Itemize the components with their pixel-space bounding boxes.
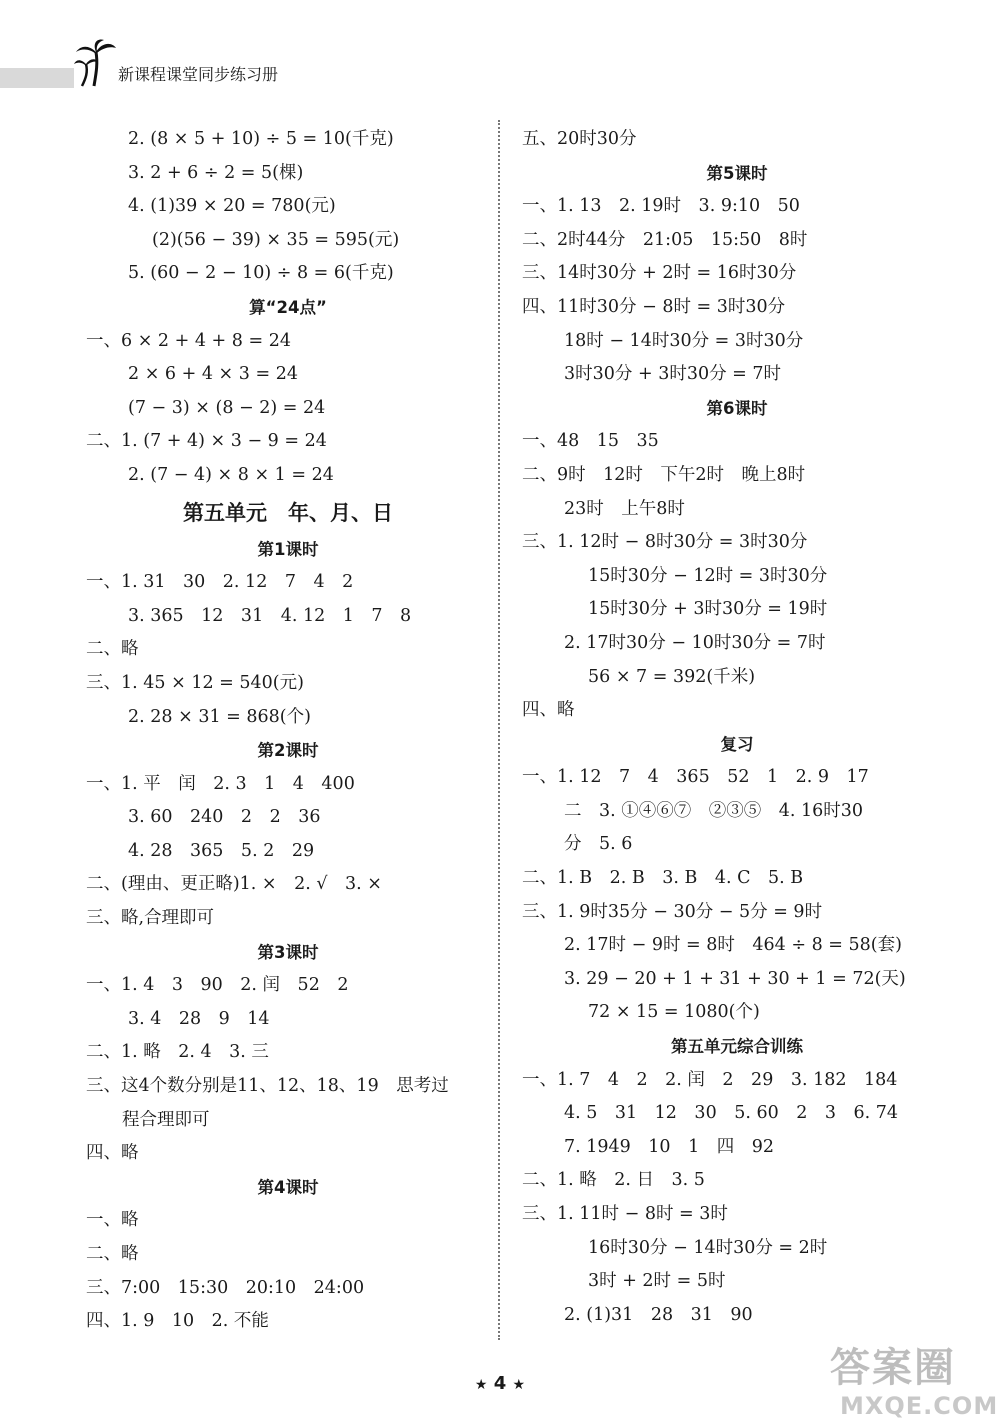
answer-line: 5. (60 − 2 − 10) ÷ 8 = 6(千克) xyxy=(128,263,394,284)
answer-line: 4. 28 365 5. 2 29 xyxy=(128,840,315,861)
answer-line: 一、略 xyxy=(86,1210,139,1231)
page-number-value: 4 xyxy=(493,1373,507,1394)
answer-line: 一、48 15 35 xyxy=(522,431,659,452)
answer-line: 三、1. 45 × 12 = 540(元) xyxy=(86,672,304,693)
answer-line: 15时30分 + 3时30分 = 19时 xyxy=(588,599,828,620)
answer-line: 二、1. 略 2. 4 3. 三 xyxy=(86,1042,269,1063)
section-heading: 第3课时 xyxy=(257,942,319,962)
answer-line: 四、略 xyxy=(522,700,575,721)
star-icon: ★ xyxy=(474,1377,488,1393)
answer-line: 3. 4 28 9 14 xyxy=(128,1008,270,1029)
answer-line: 2. (1)31 28 31 90 xyxy=(564,1304,753,1325)
answer-line: 程合理即可 xyxy=(122,1109,210,1130)
answer-line: 四、1. 9 10 2. 不能 xyxy=(86,1311,269,1332)
answer-line: 一、1. 4 3 90 2. 闰 52 2 xyxy=(86,975,349,996)
page-header xyxy=(0,38,420,98)
right-column xyxy=(522,123,952,1332)
answer-line: 一、1. 31 30 2. 12 7 4 2 xyxy=(86,572,354,593)
watermark xyxy=(822,1336,999,1424)
section-heading: 复习 xyxy=(720,734,754,754)
answer-line: 15时30分 − 12时 = 3时30分 xyxy=(588,565,828,586)
unit-heading: 第五单元 年、月、日 xyxy=(183,500,393,525)
watermark-url: MXQE.COM xyxy=(840,1392,999,1420)
answer-line: 72 × 15 = 1080(个) xyxy=(588,1002,760,1023)
answer-line: 56 × 7 = 392(千米) xyxy=(588,666,756,687)
answer-line: 18时 − 14时30分 = 3时30分 xyxy=(564,330,804,351)
answer-line: 3. 29 − 20 + 1 + 31 + 30 + 1 = 72(天) xyxy=(564,968,906,989)
answer-line: 16时30分 − 14时30分 = 2时 xyxy=(588,1237,828,1258)
answer-line: 2. 17时30分 − 10时30分 = 7时 xyxy=(564,632,826,653)
answer-line: 五、20时30分 xyxy=(522,129,637,149)
answer-line: 二、1. 略 2. 日 3. 5 xyxy=(522,1170,705,1191)
answer-line: 2. (7 − 4) × 8 × 1 = 24 xyxy=(128,464,334,485)
answer-line: 一、6 × 2 + 4 + 8 = 24 xyxy=(86,330,291,351)
section-heading: 第6课时 xyxy=(706,398,768,418)
palm-tree-icon xyxy=(74,38,118,88)
answer-line: 四、略 xyxy=(86,1143,139,1164)
answer-line: 7. 1949 10 1 四 92 xyxy=(564,1136,774,1157)
section-heading: 第4课时 xyxy=(257,1177,319,1197)
answer-line: 二、略 xyxy=(86,1244,139,1264)
answer-line: 三、这4个数分别是11、12、18、19 思考过 xyxy=(86,1076,449,1097)
answer-line: 三、14时30分 + 2时 = 16时30分 xyxy=(522,263,797,284)
answer-line: 二、略 xyxy=(86,639,139,660)
answer-line: 2. 17时 − 9时 = 8时 464 ÷ 8 = 58(套) xyxy=(564,935,902,956)
answer-line: 一、1. 7 4 2 2. 闰 2 29 3. 182 184 xyxy=(522,1069,898,1090)
section-heading: 第五单元综合训练 xyxy=(671,1037,803,1057)
answer-line: 三、7:00 15:30 20:10 24:00 xyxy=(86,1277,365,1298)
answer-line: 三、1. 9时35分 − 30分 − 5分 = 9时 xyxy=(522,901,823,922)
answer-line: 二、9时 12时 下午2时 晚上8时 xyxy=(522,464,806,485)
answer-line: 四、11时30分 − 8时 = 3时30分 xyxy=(522,296,786,317)
section-heading: 第1课时 xyxy=(257,539,319,559)
answer-line: 二、(理由、更正略)1. × 2. √ 3. × xyxy=(86,874,382,895)
answer-line: 一、1. 12 7 4 365 52 1 2. 9 17 xyxy=(522,767,869,788)
answer-line: 3. 60 240 2 2 36 xyxy=(128,807,321,828)
answer-line: 4. (1)39 × 20 = 780(元) xyxy=(128,196,336,217)
header-title: 新课程课堂同步练习册 xyxy=(118,65,279,84)
answer-line: 3时30分 + 3时30分 = 7时 xyxy=(564,364,782,385)
answer-line: 3. 365 12 31 4. 12 1 7 8 xyxy=(128,605,412,626)
column-divider xyxy=(498,120,500,1340)
section-heading: 第2课时 xyxy=(257,741,319,761)
answer-line: 2. 28 × 31 = 868(个) xyxy=(128,706,311,727)
star-icon: ★ xyxy=(512,1377,526,1393)
answer-line: 二、1. (7 + 4) × 3 − 9 = 24 xyxy=(86,431,327,452)
section-heading: 第5课时 xyxy=(706,163,768,183)
header-gray-bar xyxy=(0,68,74,88)
answer-line: 3时 + 2时 = 5时 xyxy=(588,1271,726,1292)
answer-line: (2)(56 − 39) × 35 = 595(元) xyxy=(152,229,400,250)
answer-line: 23时 上午8时 xyxy=(564,498,685,519)
watermark-logo-text: 答案圈 xyxy=(830,1345,956,1391)
left-column xyxy=(86,123,490,1339)
section-heading: 算“24点” xyxy=(249,297,327,317)
answer-line: 三、略,合理即可 xyxy=(86,908,215,929)
answer-line: 3. 2 + 6 ÷ 2 = 5(棵) xyxy=(128,162,304,183)
answer-line: 二、2时44分 21:05 15:50 8时 xyxy=(522,229,808,250)
answer-line: 二 3. ①④⑥⑦ ②③⑤ 4. 16时30 xyxy=(564,800,864,821)
answer-line: 一、1. 13 2. 19时 3. 9:10 50 xyxy=(522,196,800,217)
answer-line: 三、1. 12时 − 8时30分 = 3时30分 xyxy=(522,532,808,553)
answer-line: 二、1. B 2. B 3. B 4. C 5. B xyxy=(522,868,804,889)
answer-line: 三、1. 11时 − 8时 = 3时 xyxy=(522,1204,728,1224)
answer-line: 分 5. 6 xyxy=(564,834,633,855)
answer-line: 2 × 6 + 4 × 3 = 24 xyxy=(128,364,298,385)
answer-line: (7 − 3) × (8 − 2) = 24 xyxy=(128,397,326,418)
answer-line: 4. 5 31 12 30 5. 60 2 3 6. 74 xyxy=(564,1103,899,1124)
answer-line: 2. (8 × 5 + 10) ÷ 5 = 10(千克) xyxy=(128,129,394,149)
answer-line: 一、1. 平 闰 2. 3 1 4 400 xyxy=(86,773,355,794)
